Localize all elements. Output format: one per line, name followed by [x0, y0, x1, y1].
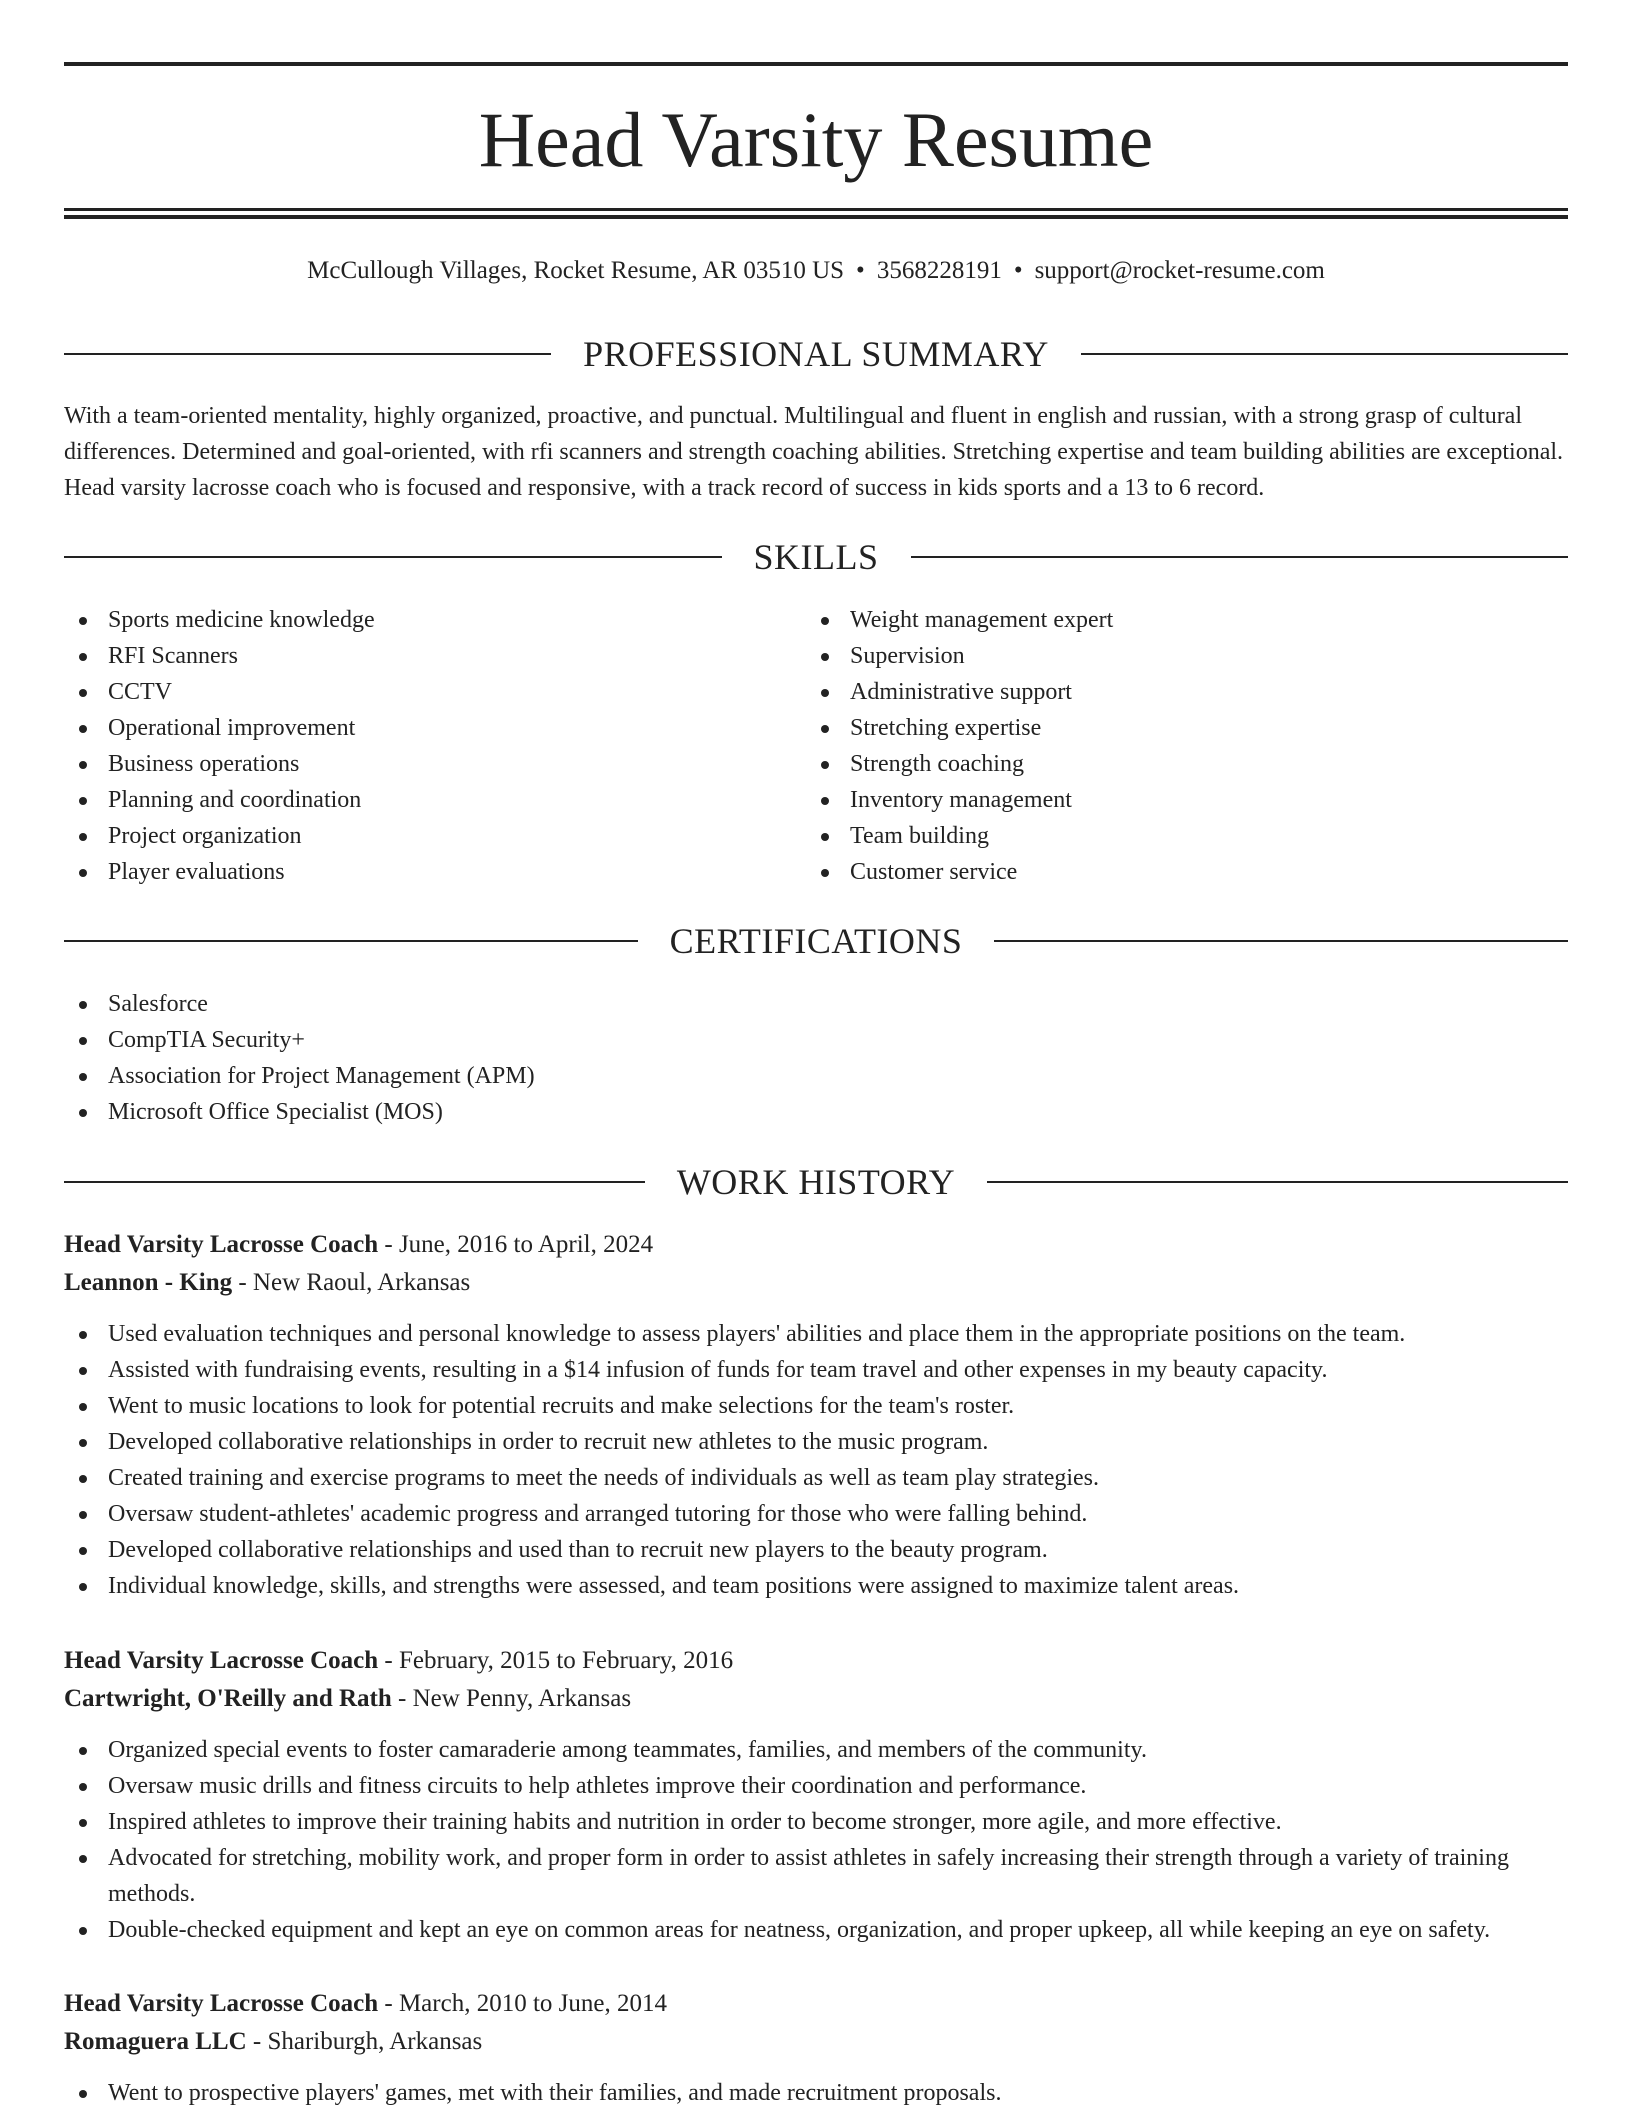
skill-item: Team building — [806, 818, 1566, 854]
job-bullets — [64, 1732, 1568, 1948]
heading-rule — [1081, 353, 1568, 355]
job-bullets — [64, 2075, 1568, 2111]
skill-item: Weight management expert — [806, 602, 1566, 638]
certification-item: CompTIA Security+ — [64, 1022, 1568, 1058]
title-rule-upper — [64, 208, 1568, 211]
skills-heading — [64, 537, 1568, 577]
job-title: Head Varsity Lacrosse Coach — [64, 1647, 379, 1674]
contact-line — [64, 254, 1568, 288]
job-title: Head Varsity Lacrosse Coach — [64, 1990, 379, 2017]
certification-item: Salesforce — [64, 986, 1568, 1022]
job-entry — [64, 1985, 1568, 2111]
skill-item: Operational improvement — [64, 710, 804, 746]
job-entry — [64, 1642, 1568, 1948]
skills-heading-label: SKILLS — [753, 537, 879, 577]
contact-address: McCullough Villages, Rocket Resume, AR 03510 US — [307, 257, 845, 284]
skill-item: Inventory management — [806, 782, 1566, 818]
job-bullet: Inspired athletes to improve their training habits and nutrition in order to become stronger, more agile, and more effective. — [64, 1804, 1568, 1840]
job-location: - New Raoul, Arkansas — [232, 1269, 471, 1296]
job-bullet: Used evaluation techniques and personal knowledge to assess players' abilities and place them in the appropriate positions on the team. — [64, 1316, 1568, 1352]
job-company-line — [64, 1680, 1568, 1718]
skill-item: CCTV — [64, 674, 804, 710]
job-entry — [64, 1226, 1568, 1604]
heading-rule — [911, 556, 1569, 558]
job-dates: - February, 2015 to February, 2016 — [378, 1647, 734, 1674]
job-bullet: Developed collaborative relationships and used than to recruit new players to the beauty program. — [64, 1532, 1568, 1568]
heading-rule — [64, 940, 638, 942]
contact-phone: 3568228191 — [876, 257, 1002, 284]
job-location: - New Penny, Arkansas — [391, 1685, 632, 1712]
job-bullet: Oversaw student-athletes' academic progress and arranged tutoring for those who were falling behind. — [64, 1496, 1568, 1532]
skill-item: Stretching expertise — [806, 710, 1566, 746]
skill-item: Administrative support — [806, 674, 1566, 710]
work-history-heading — [64, 1162, 1568, 1202]
contact-email: support@rocket-resume.com — [1034, 257, 1325, 284]
job-location: - Shariburgh, Arkansas — [246, 2028, 483, 2055]
summary-heading — [64, 334, 1568, 374]
job-bullet: Assisted with fundraising events, resulting in a $14 infusion of funds for team travel and other expenses in my beauty capacity. — [64, 1352, 1568, 1388]
job-company-line — [64, 1264, 1568, 1302]
job-dates: - June, 2016 to April, 2024 — [378, 1231, 654, 1258]
contact-separator: • — [1013, 257, 1023, 284]
job-title-line — [64, 1642, 1568, 1680]
job-company: Leannon - King — [64, 1269, 233, 1296]
job-company: Cartwright, O'Reilly and Rath — [64, 1685, 392, 1712]
heading-rule — [64, 556, 722, 558]
title-rule-lower — [64, 215, 1568, 219]
heading-rule — [994, 940, 1568, 942]
job-title-line — [64, 1985, 1568, 2023]
heading-rule — [987, 1181, 1568, 1183]
job-bullet: Organized special events to foster camaraderie among teammates, families, and members of the community. — [64, 1732, 1568, 1768]
resume-title: Head Varsity Resume — [478, 96, 1154, 183]
job-bullet: Oversaw music drills and fitness circuits to help athletes improve their coordination and performance. — [64, 1768, 1568, 1804]
job-dates: - March, 2010 to June, 2014 — [378, 1990, 667, 2017]
skill-item: Planning and coordination — [64, 782, 804, 818]
skill-item: Strength coaching — [806, 746, 1566, 782]
certifications-list — [64, 986, 1568, 1130]
job-company: Romaguera LLC — [64, 2028, 247, 2055]
skill-item: Supervision — [806, 638, 1566, 674]
job-title-line — [64, 1226, 1568, 1264]
job-company-line — [64, 2023, 1568, 2061]
summary-heading-label: PROFESSIONAL SUMMARY — [583, 334, 1049, 374]
skills-list-left — [64, 602, 804, 890]
job-bullet: Individual knowledge, skills, and strengths were assessed, and team positions were assigned to maximize talent areas. — [64, 1568, 1568, 1604]
skills-list-right — [806, 602, 1566, 890]
skill-item: Business operations — [64, 746, 804, 782]
heading-rule — [64, 353, 551, 355]
job-bullet: Went to music locations to look for potential recruits and make selections for the team's roster. — [64, 1388, 1568, 1424]
contact-separator: • — [856, 257, 865, 284]
skill-item: Project organization — [64, 818, 804, 854]
certification-item: Microsoft Office Specialist (MOS) — [64, 1094, 1568, 1130]
certification-item: Association for Project Management (APM) — [64, 1058, 1568, 1094]
heading-rule — [64, 1181, 645, 1183]
job-bullet: Went to prospective players' games, met with their families, and made recruitment proposals. — [64, 2075, 1568, 2111]
summary-text: With a team-oriented mentality, highly organized, proactive, and punctual. Multilingual and fluent in english and russian, with a strong grasp of cultural differences. Determined and goal-oriented, with rfi scanners and strength coaching abilities. Stretching expertise and team building abilities are exceptional. Head varsity lacrosse coach who is focused and responsive, with a track record of success in kids sports and a 13 to 6 record. — [64, 403, 1564, 501]
job-bullet: Advocated for stretching, mobility work, and proper form in order to assist athletes in safely increasing their strength through a variety of training methods. — [64, 1840, 1568, 1912]
work-history-heading-label: WORK HISTORY — [676, 1162, 956, 1202]
skill-item: Sports medicine knowledge — [64, 602, 804, 638]
skill-item: Player evaluations — [64, 854, 804, 890]
job-bullets — [64, 1316, 1568, 1604]
job-bullet: Developed collaborative relationships in order to recruit new athletes to the music program. — [64, 1424, 1568, 1460]
job-bullet: Double-checked equipment and kept an eye on common areas for neatness, organization, and proper upkeep, all while keeping an eye on safety. — [64, 1912, 1568, 1948]
certifications-heading — [64, 921, 1568, 961]
top-rule — [64, 62, 1568, 66]
job-bullet: Created training and exercise programs to meet the needs of individuals as well as team play strategies. — [64, 1460, 1568, 1496]
certifications-heading-label: CERTIFICATIONS — [669, 921, 963, 961]
job-title: Head Varsity Lacrosse Coach — [64, 1231, 379, 1258]
skill-item: RFI Scanners — [64, 638, 804, 674]
skill-item: Customer service — [806, 854, 1566, 890]
